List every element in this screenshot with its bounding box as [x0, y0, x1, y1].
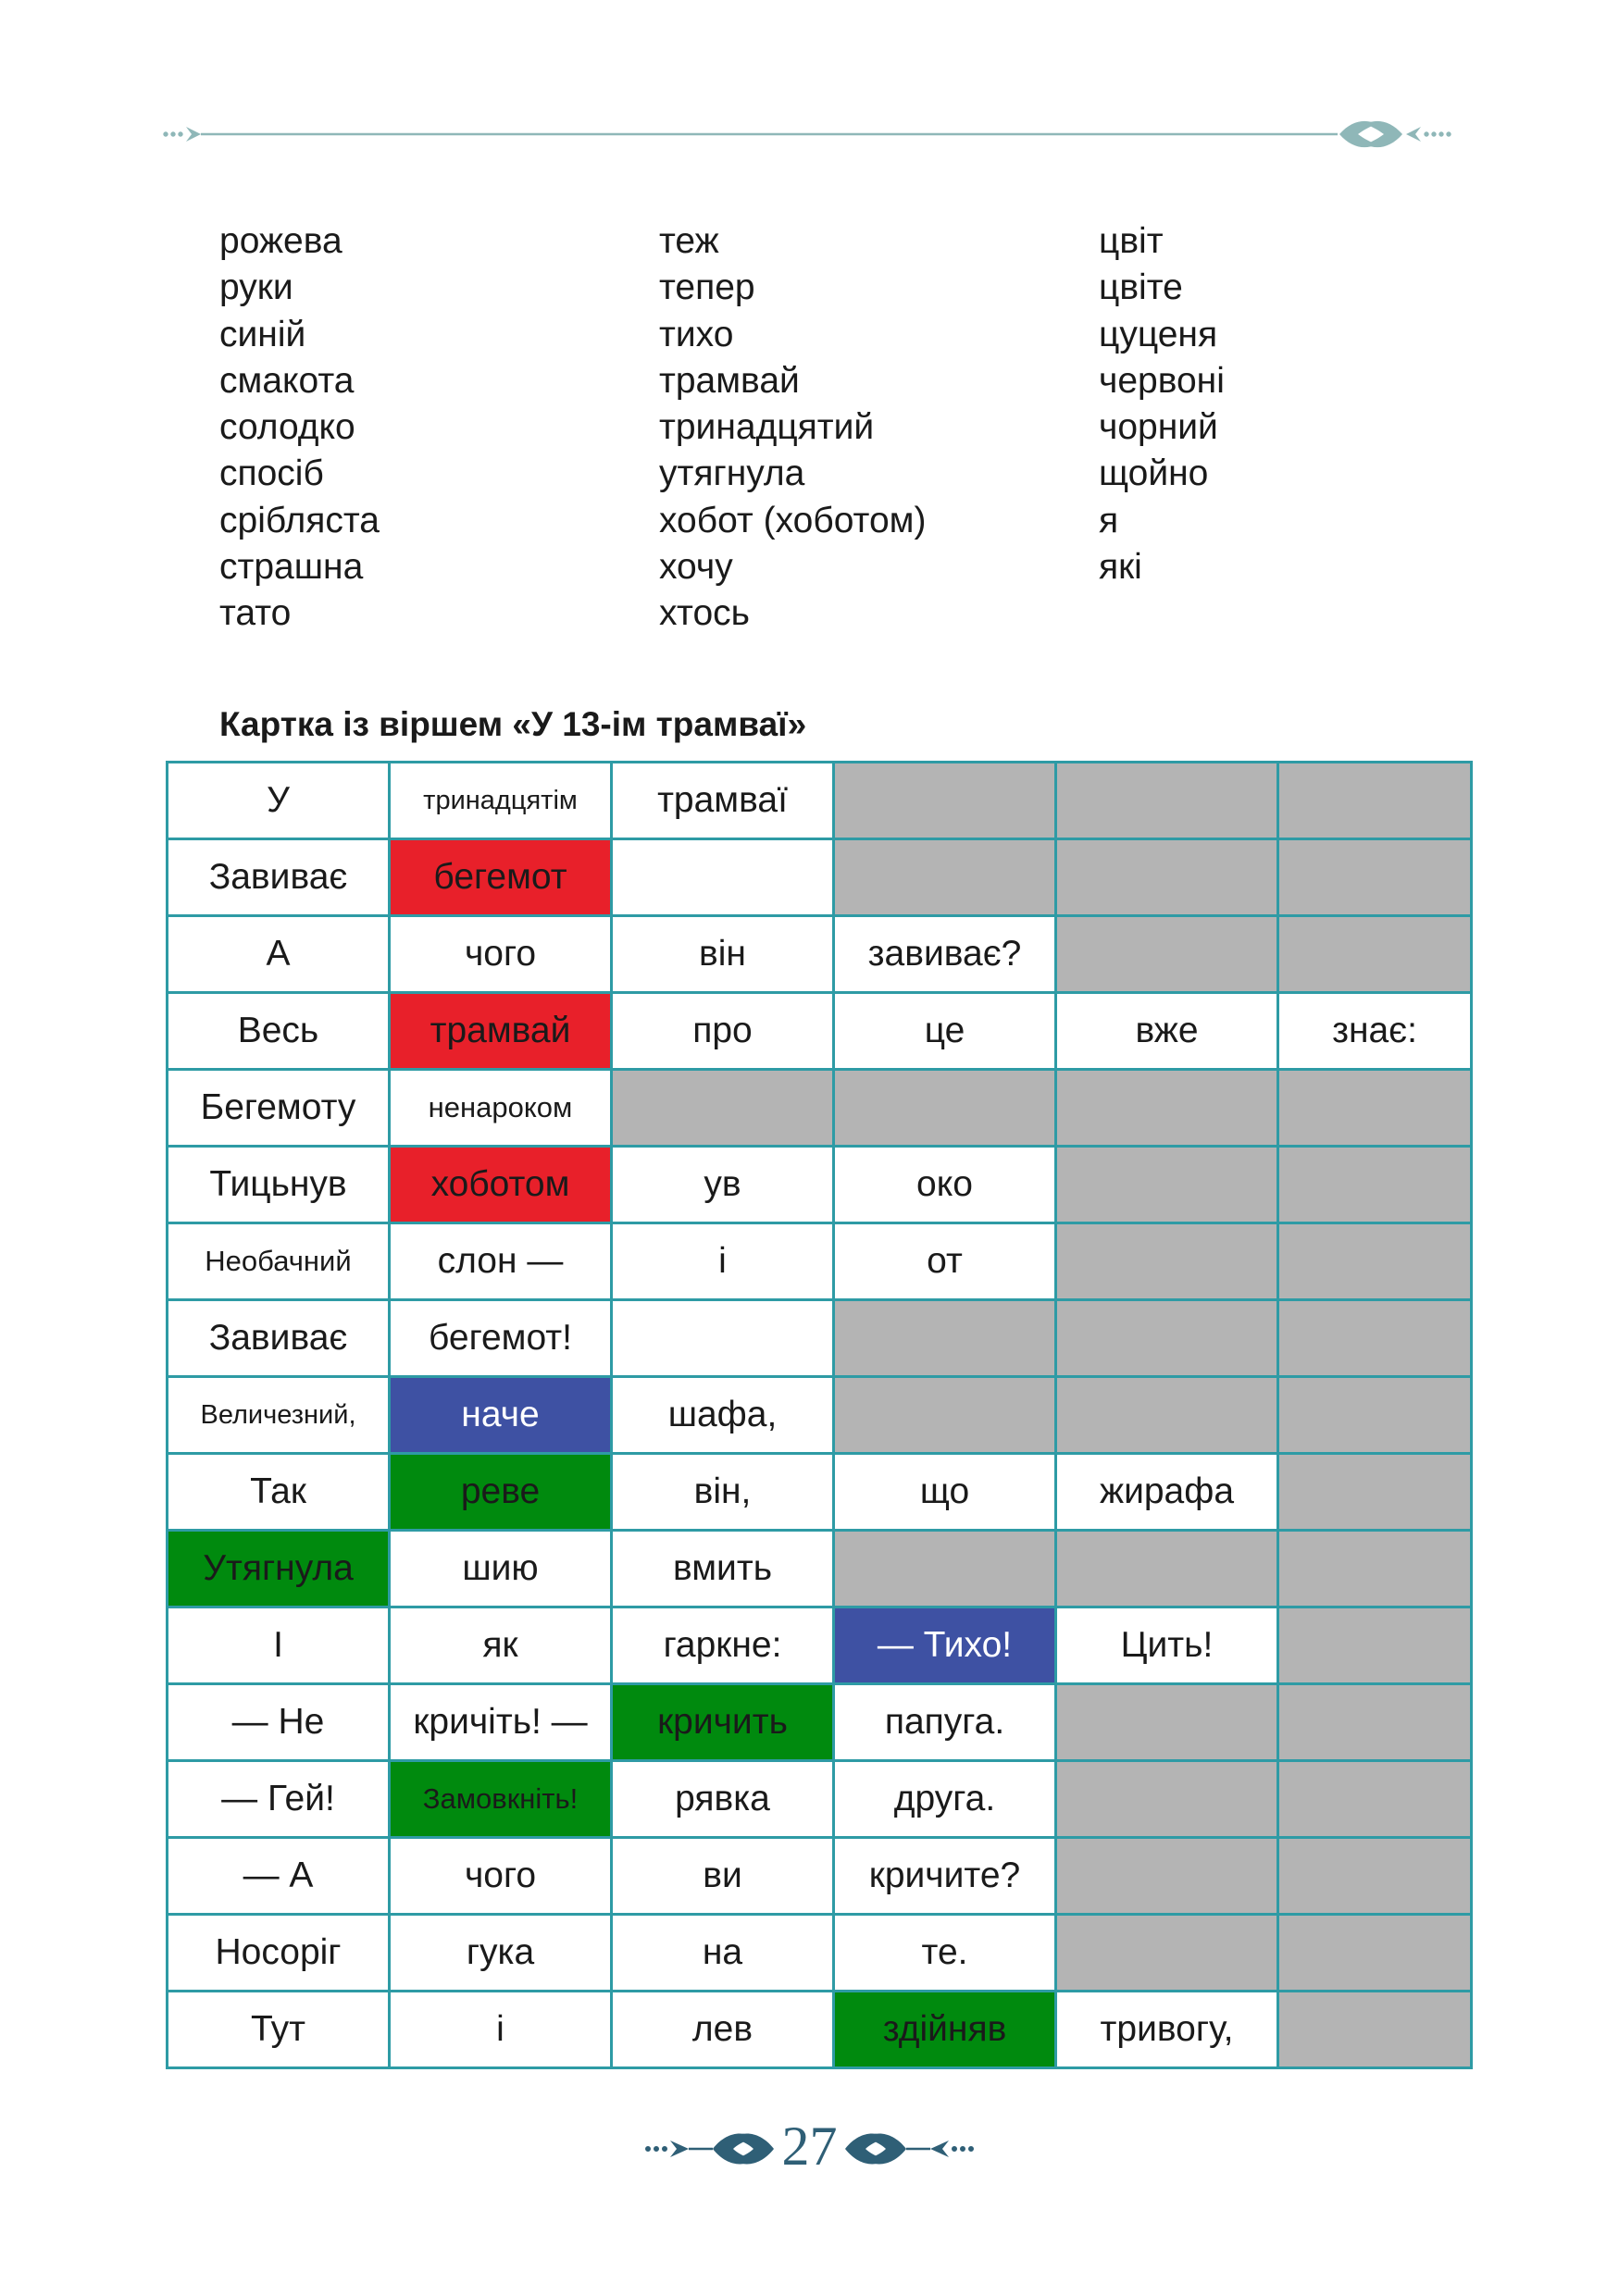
word-cell: знає:	[1278, 993, 1472, 1070]
word-cell: Цить!	[1056, 1607, 1278, 1684]
empty-cell	[834, 1531, 1056, 1607]
word-cell: шию	[390, 1531, 612, 1607]
word-cell: друга.	[834, 1761, 1056, 1838]
poem-row	[168, 1915, 1472, 1992]
word-cell: тривогу,	[1056, 1992, 1278, 2068]
word-cell: чого	[390, 1838, 612, 1915]
word-cell: папуга.	[834, 1684, 1056, 1761]
word-item: теж	[659, 221, 719, 261]
word-item: синій	[219, 314, 306, 354]
word-cell: бегемот!	[390, 1300, 612, 1377]
word-cell: ви	[612, 1838, 834, 1915]
word-item: руки	[219, 267, 293, 308]
empty-cell	[1278, 1300, 1472, 1377]
empty-cell	[1056, 1223, 1278, 1300]
empty-cell	[1278, 1223, 1472, 1300]
word-cell: око	[834, 1147, 1056, 1223]
empty-cell	[1278, 1531, 1472, 1607]
poem-row	[168, 1454, 1472, 1531]
page-number: 27	[781, 2116, 838, 2177]
word-item: смакота	[219, 360, 355, 401]
poem-row	[168, 1147, 1472, 1223]
card-title: Картка із віршем «У 13-ім трамваї»	[219, 705, 807, 743]
empty-cell	[1056, 1684, 1278, 1761]
word-item: цвіте	[1099, 267, 1183, 308]
word-cell: Завиває	[168, 839, 390, 916]
word-cell: вмить	[612, 1531, 834, 1607]
word-column-3	[1099, 218, 1225, 590]
word-cell: Завиває	[168, 1300, 390, 1377]
word-cell: — Не	[168, 1684, 390, 1761]
word-item: хобот (хоботом)	[659, 500, 927, 540]
word-cell: завиває?	[834, 916, 1056, 993]
empty-cell	[1278, 1454, 1472, 1531]
top-ornament-rule	[162, 111, 1458, 157]
empty-cell	[1056, 1070, 1278, 1147]
word-item: чорний	[1099, 407, 1218, 448]
word-cell: на	[612, 1915, 834, 1992]
word-cell: тринадцятім	[390, 763, 612, 839]
empty-cell	[1056, 916, 1278, 993]
empty-cell	[1278, 763, 1472, 839]
empty-cell	[834, 1070, 1056, 1147]
poem-row	[168, 1223, 1472, 1300]
poem-row	[168, 1070, 1472, 1147]
empty-cell	[1056, 839, 1278, 916]
word-cell: ув	[612, 1147, 834, 1223]
word-cell: — Гей!	[168, 1761, 390, 1838]
empty-cell	[612, 1070, 834, 1147]
empty-cell	[834, 1300, 1056, 1377]
word-item: рожева	[219, 221, 342, 261]
word-cell: — А	[168, 1838, 390, 1915]
word-cell: У	[168, 763, 390, 839]
poem-row	[168, 1684, 1472, 1761]
word-cell: Бегемоту	[168, 1070, 390, 1147]
word-cell: — Тихо!	[834, 1607, 1056, 1684]
empty-cell	[834, 1377, 1056, 1454]
poem-row	[168, 916, 1472, 993]
word-cell: рявка	[612, 1761, 834, 1838]
poem-row	[168, 1838, 1472, 1915]
word-item: тато	[219, 593, 292, 634]
empty-cell	[1056, 763, 1278, 839]
poem-row	[168, 1761, 1472, 1838]
empty-cell	[1278, 1070, 1472, 1147]
word-cell: Величезний,	[168, 1377, 390, 1454]
word-cell: от	[834, 1223, 1056, 1300]
word-cell: чого	[390, 916, 612, 993]
word-item: солодко	[219, 407, 355, 448]
word-cell: слон —	[390, 1223, 612, 1300]
poem-row	[168, 1377, 1472, 1454]
empty-cell	[1056, 1915, 1278, 1992]
word-cell: гука	[390, 1915, 612, 1992]
word-cell: А	[168, 916, 390, 993]
word-item: трамвай	[659, 360, 800, 401]
empty-cell	[1278, 1684, 1472, 1761]
empty-cell	[1278, 1761, 1472, 1838]
word-cell: і	[612, 1223, 834, 1300]
word-cell: кричите?	[834, 1838, 1056, 1915]
word-item: тринадцятий	[659, 407, 875, 448]
word-cell: він,	[612, 1454, 834, 1531]
word-cell: ненароком	[390, 1070, 612, 1147]
word-cell: жирафа	[1056, 1454, 1278, 1531]
word-cell: здійняв	[834, 1992, 1056, 2068]
word-cell: Весь	[168, 993, 390, 1070]
word-cell: трамвай	[390, 993, 612, 1070]
word-cell: кричить	[612, 1684, 834, 1761]
empty-cell	[1056, 1531, 1278, 1607]
empty-cell	[1056, 1300, 1278, 1377]
poem-row	[168, 1531, 1472, 1607]
word-cell: Носоріг	[168, 1915, 390, 1992]
word-item: утягнула	[659, 453, 805, 494]
empty-cell	[1278, 1838, 1472, 1915]
word-column-1	[219, 218, 380, 638]
empty-cell	[1278, 1915, 1472, 1992]
poem-row	[168, 993, 1472, 1070]
word-item: тепер	[659, 267, 755, 308]
word-item: срібляста	[219, 500, 380, 540]
poem-row	[168, 1300, 1472, 1377]
word-cell: Утягнула	[168, 1531, 390, 1607]
word-cell: про	[612, 993, 834, 1070]
word-column-2	[659, 218, 926, 638]
word-cell: Замовкніть!	[390, 1761, 612, 1838]
word-item: тихо	[659, 314, 734, 354]
empty-cell	[1278, 1377, 1472, 1454]
empty-cell	[1278, 1607, 1472, 1684]
word-cell: трамваї	[612, 763, 834, 839]
word-cell: як	[390, 1607, 612, 1684]
empty-cell	[1278, 1147, 1472, 1223]
word-item: я	[1099, 500, 1119, 540]
empty-cell	[1056, 1761, 1278, 1838]
word-cell: що	[834, 1454, 1056, 1531]
word-cell: реве	[390, 1454, 612, 1531]
word-item: хочу	[659, 547, 733, 588]
word-cell: наче	[390, 1377, 612, 1454]
word-cell: гаркне:	[612, 1607, 834, 1684]
poem-table	[166, 761, 1473, 2069]
word-item: цвіт	[1099, 221, 1164, 261]
empty-cell	[1278, 916, 1472, 993]
word-item: страшна	[219, 547, 364, 588]
word-cell: Тицьнув	[168, 1147, 390, 1223]
word-cell: Так	[168, 1454, 390, 1531]
empty-cell	[1278, 1992, 1472, 2068]
word-item: які	[1099, 547, 1142, 588]
empty-cell	[1278, 839, 1472, 916]
empty-cell	[1056, 1838, 1278, 1915]
word-cell: І	[168, 1607, 390, 1684]
poem-row	[168, 839, 1472, 916]
word-item: цуценя	[1099, 314, 1218, 354]
word-cell: Тут	[168, 1992, 390, 2068]
word-cell: хоботом	[390, 1147, 612, 1223]
poem-row	[168, 1992, 1472, 2068]
empty-cell	[1056, 1147, 1278, 1223]
word-cell: вже	[1056, 993, 1278, 1070]
empty-cell	[834, 763, 1056, 839]
word-item: щойно	[1099, 453, 1209, 494]
word-cell: це	[834, 993, 1056, 1070]
word-cell: кричіть! —	[390, 1684, 612, 1761]
word-item: спосіб	[219, 453, 324, 494]
word-cell: лев	[612, 1992, 834, 2068]
word-cell: Необачний	[168, 1223, 390, 1300]
word-item: червоні	[1099, 360, 1225, 401]
empty-cell	[1056, 1377, 1278, 1454]
word-cell: і	[390, 1992, 612, 2068]
word-cell: він	[612, 916, 834, 993]
poem-row	[168, 763, 1472, 839]
empty-cell	[834, 839, 1056, 916]
word-cell	[612, 839, 834, 916]
word-cell: шафа,	[612, 1377, 834, 1454]
word-cell: бегемот	[390, 839, 612, 916]
word-cell	[612, 1300, 834, 1377]
poem-row	[168, 1607, 1472, 1684]
word-item: хтось	[659, 593, 750, 634]
word-cell: те.	[834, 1915, 1056, 1992]
